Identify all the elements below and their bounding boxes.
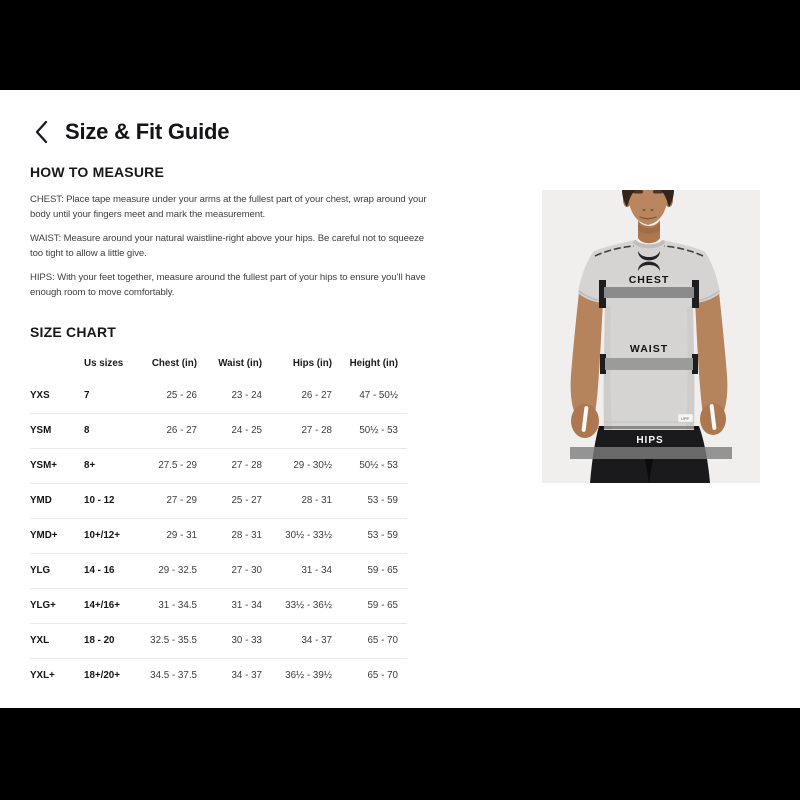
hips-range: 30½ - 33½ xyxy=(285,530,332,542)
chest-range: 31 - 34.5 xyxy=(158,600,197,612)
us-size: 14 - 16 xyxy=(84,565,115,577)
us-size: 7 xyxy=(84,390,90,402)
size-label: YXS xyxy=(30,390,50,402)
column-header-height: Height (in) xyxy=(349,358,398,370)
waist-range: 23 - 24 xyxy=(231,390,262,402)
size-row-ysm xyxy=(30,414,407,449)
shirt-tag-label: UPF xyxy=(681,416,689,421)
hips-range: 36½ - 39½ xyxy=(285,670,332,682)
size-label: YXL+ xyxy=(30,670,55,682)
chest-range: 34.5 - 37.5 xyxy=(150,670,197,682)
hips-instructions: HIPS: With your feet together, measure around the fullest part of your hips to ensure you’ll have enough room to move comfortably. xyxy=(30,272,426,298)
height-range: 50½ - 53 xyxy=(359,460,398,472)
waist-range: 25 - 27 xyxy=(231,495,262,507)
size-chart-heading: SIZE CHART xyxy=(30,323,116,340)
hips-range: 28 - 31 xyxy=(301,495,332,507)
size-label: YLG xyxy=(30,565,51,577)
waist-band-label: WAIST xyxy=(629,343,669,355)
chest-range: 32.5 - 35.5 xyxy=(150,635,197,647)
page-title: Size & Fit Guide xyxy=(65,119,230,144)
hips-range: 33½ - 36½ xyxy=(285,600,332,612)
size-chart-header-row xyxy=(30,349,407,379)
us-size: 14+/16+ xyxy=(84,600,120,612)
height-range: 50½ - 53 xyxy=(359,425,398,437)
hips-range: 34 - 37 xyxy=(301,635,332,647)
height-range: 59 - 65 xyxy=(367,565,398,577)
us-size: 8+ xyxy=(84,460,96,472)
us-size: 18+/20+ xyxy=(84,670,120,682)
size-label: YXL xyxy=(30,635,50,647)
back-button[interactable] xyxy=(30,119,52,145)
size-label: YLG+ xyxy=(30,600,56,612)
chest-range: 27.5 - 29 xyxy=(158,460,197,472)
chevron-left-icon xyxy=(33,120,49,144)
us-size: 10+/12+ xyxy=(84,530,120,542)
size-label: YMD+ xyxy=(30,530,58,542)
column-header-hips: Hips (in) xyxy=(292,358,332,370)
chest-band-label: CHEST xyxy=(628,274,670,286)
hips-band-label: HIPS xyxy=(636,435,664,446)
page-header xyxy=(30,116,440,148)
column-header-waist: Waist (in) xyxy=(218,358,262,370)
size-fit-guide-screen xyxy=(0,90,800,708)
size-row-ylg-plus xyxy=(30,589,407,624)
size-label: YSM+ xyxy=(30,460,57,472)
chest-instructions: CHEST: Place tape measure under your arms at the fullest part of your chest, wrap around your body until your fingers meet and mark the measurement. xyxy=(30,194,427,220)
size-chart-table xyxy=(30,349,407,693)
waist-range: 31 - 34 xyxy=(231,600,262,612)
chest-range: 25 - 26 xyxy=(166,390,197,402)
size-row-ymd-plus xyxy=(30,519,407,554)
letterbox-bottom xyxy=(0,708,800,800)
waist-range: 27 - 28 xyxy=(231,460,262,472)
hips-range: 31 - 34 xyxy=(301,565,332,577)
waist-range: 28 - 31 xyxy=(231,530,262,542)
size-row-yxl-plus xyxy=(30,659,407,693)
size-row-ysm-plus xyxy=(30,449,407,484)
size-row-ymd xyxy=(30,484,407,519)
us-size: 18 - 20 xyxy=(84,635,115,647)
waist-range: 27 - 30 xyxy=(231,565,262,577)
chest-range: 26 - 27 xyxy=(166,425,197,437)
waist-range: 34 - 37 xyxy=(231,670,262,682)
hips-range: 26 - 27 xyxy=(301,390,332,402)
size-label: YMD xyxy=(30,495,52,507)
height-range: 53 - 59 xyxy=(367,495,398,507)
column-header-us-sizes: Us sizes xyxy=(84,358,124,370)
waist-range: 24 - 25 xyxy=(231,425,262,437)
height-range: 59 - 65 xyxy=(367,600,398,612)
chest-range: 29 - 31 xyxy=(166,530,197,542)
size-row-yxs xyxy=(30,379,407,414)
size-row-ylg xyxy=(30,554,407,589)
waist-range: 30 - 33 xyxy=(231,635,262,647)
waist-instructions: WAIST: Measure around your natural waistline-right above your hips. Be careful not to squeeze too tight to allow a little give. xyxy=(30,233,425,259)
letterbox-top xyxy=(0,0,800,90)
how-to-measure-heading: HOW TO MEASURE xyxy=(30,164,164,180)
height-range: 65 - 70 xyxy=(367,635,398,647)
hips-range: 27 - 28 xyxy=(301,425,332,437)
us-size: 8 xyxy=(84,425,90,437)
size-row-yxl xyxy=(30,624,407,659)
fit-guide-photo xyxy=(542,190,760,483)
guide-content xyxy=(30,90,440,693)
chest-range: 27 - 29 xyxy=(166,495,197,507)
chest-range: 29 - 32.5 xyxy=(158,565,197,577)
height-range: 53 - 59 xyxy=(367,530,398,542)
height-range: 65 - 70 xyxy=(367,670,398,682)
size-label: YSM xyxy=(30,425,52,437)
hips-range: 29 - 30½ xyxy=(293,460,332,472)
column-header-chest: Chest (in) xyxy=(151,358,197,370)
height-range: 47 - 50½ xyxy=(359,390,398,402)
us-size: 10 - 12 xyxy=(84,495,115,507)
